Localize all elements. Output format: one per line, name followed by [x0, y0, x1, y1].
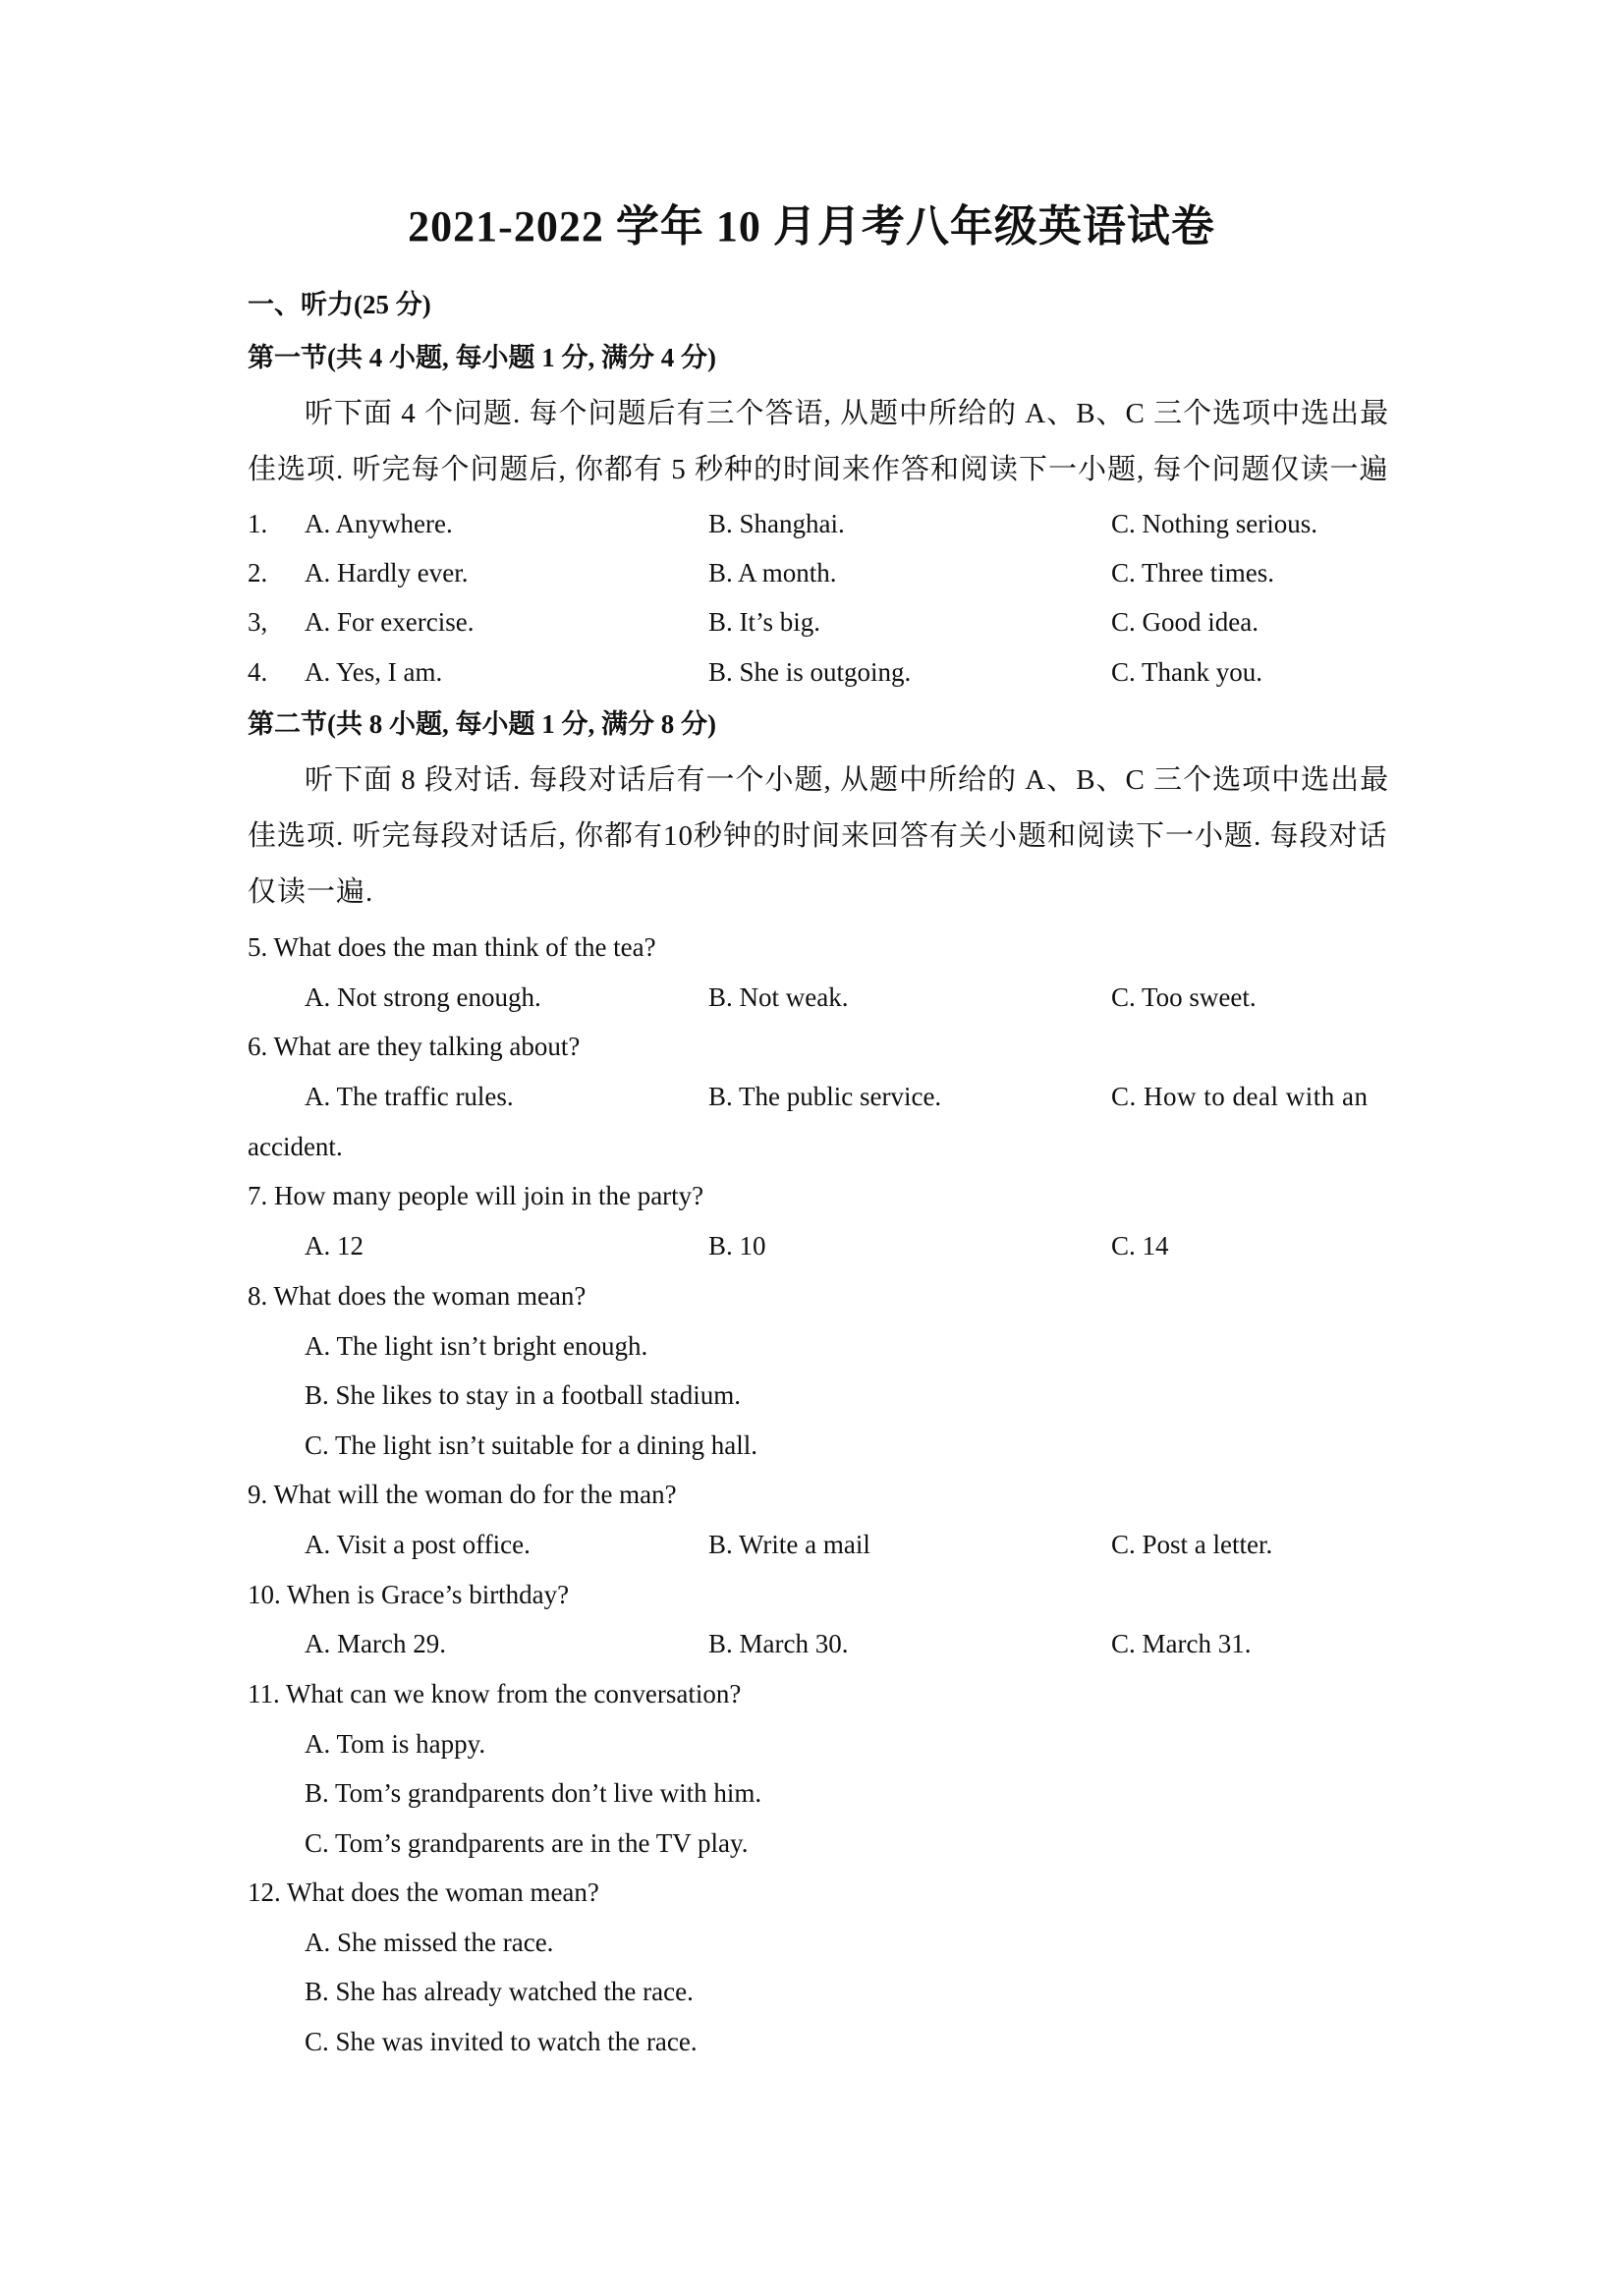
q9-option-b: B. Write a mail	[708, 1530, 870, 1559]
option-a: A. Yes, I am.	[305, 657, 443, 687]
q5-option-c: C. Too sweet.	[1111, 982, 1257, 1012]
q10-option-a: A. March 29.	[305, 1629, 446, 1658]
part2-instructions-line3: 仅读一遍.	[248, 876, 374, 908]
q6-option-c: C. How to deal with an	[1111, 1082, 1369, 1111]
q10-option-c: C. March 31.	[1111, 1629, 1252, 1658]
q7-option-b: B. 10	[708, 1231, 766, 1260]
item-number: 3,	[248, 607, 268, 637]
q11-option-b: B. Tom’s grandparents don’t live with him.	[305, 1778, 762, 1808]
q12-option-c: C. She was invited to watch the race.	[305, 2027, 698, 2056]
question-11: 11. What can we know from the conversation?	[248, 1679, 742, 1708]
q6-option-a: A. The traffic rules.	[305, 1082, 514, 1111]
q11-option-c: C. Tom’s grandparents are in the TV play.	[305, 1828, 749, 1858]
option-c: C. Nothing serious.	[1111, 509, 1318, 538]
option-c: C. Good idea.	[1111, 607, 1259, 637]
part1-instructions-line2: 佳选项. 听完每个问题后, 你都有 5 秒种的时间来作答和阅读下一小题, 每个问题仅读一遍	[248, 454, 1389, 485]
q8-option-b: B. She likes to stay in a football stadium.	[305, 1380, 741, 1410]
option-b: B. A month.	[708, 558, 837, 588]
option-a: A. Anywhere.	[305, 509, 453, 538]
q12-option-a: A. She missed the race.	[305, 1928, 554, 1957]
part2-instructions-line2: 佳选项. 听完每段对话后, 你都有10秒钟的时间来回答有关小题和阅读下一小题. 每段对话	[248, 820, 1388, 852]
q9-option-c: C. Post a letter.	[1111, 1530, 1273, 1559]
option-c: C. Three times.	[1111, 558, 1274, 588]
q8-option-c: C. The light isn’t suitable for a dining hall.	[305, 1430, 757, 1460]
item-number: 2.	[248, 558, 268, 588]
question-12: 12. What does the woman mean?	[248, 1877, 599, 1907]
item-number: 1.	[248, 509, 268, 538]
question-7: 7. How many people will join in the party?	[248, 1181, 704, 1210]
q12-option-b: B. She has already watched the race.	[305, 1977, 694, 2006]
q6-option-b: B. The public service.	[708, 1082, 942, 1111]
question-6: 6. What are they talking about?	[248, 1032, 581, 1061]
part2-instructions-line1: 听下面 8 段对话. 每段对话后有一个小题, 从题中所给的 A、B、C 三个选项中选出最	[305, 764, 1390, 796]
part2-heading: 第二节(共 8 小题, 每小题 1 分, 满分 8 分)	[248, 709, 716, 739]
q9-option-a: A. Visit a post office.	[305, 1530, 531, 1559]
question-9: 9. What will the woman do for the man?	[248, 1480, 677, 1509]
part1-heading: 第一节(共 4 小题, 每小题 1 分, 满分 4 分)	[248, 343, 716, 372]
q8-option-a: A. The light isn’t bright enough.	[305, 1331, 648, 1361]
q7-option-a: A. 12	[305, 1231, 364, 1260]
option-a: A. For exercise.	[305, 607, 475, 637]
section-heading-listening: 一、听力(25 分)	[248, 290, 431, 319]
q7-option-c: C. 14	[1111, 1231, 1169, 1260]
q11-option-a: A. Tom is happy.	[305, 1729, 486, 1759]
option-b: B. Shanghai.	[708, 509, 845, 538]
part1-instructions-line1: 听下面 4 个问题. 每个问题后有三个答语, 从题中所给的 A、B、C 三个选项中选出最	[305, 398, 1390, 429]
exam-title: 2021-2022 学年 10 月月考八年级英语试卷	[408, 202, 1215, 251]
q6-option-c-continued: accident.	[248, 1132, 343, 1161]
q5-option-a: A. Not strong enough.	[305, 982, 541, 1012]
item-number: 4.	[248, 657, 268, 687]
option-b: B. It’s big.	[708, 607, 821, 637]
question-10: 10. When is Grace’s birthday?	[248, 1580, 570, 1609]
option-a: A. Hardly ever.	[305, 558, 469, 588]
q10-option-b: B. March 30.	[708, 1629, 849, 1658]
question-5: 5. What does the man think of the tea?	[248, 932, 656, 962]
option-c: C. Thank you.	[1111, 657, 1262, 687]
question-8: 8. What does the woman mean?	[248, 1281, 587, 1311]
q5-option-b: B. Not weak.	[708, 982, 849, 1012]
option-b: B. She is outgoing.	[708, 657, 912, 687]
